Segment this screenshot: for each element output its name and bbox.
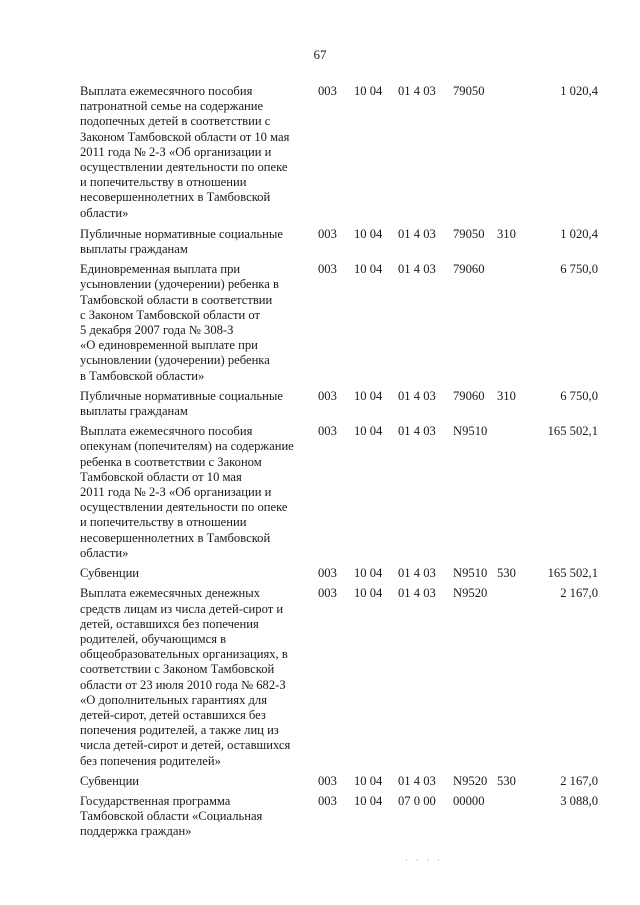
ministry-code: 003 — [318, 586, 337, 601]
scan-specks: · · · · — [405, 856, 443, 865]
expense-type-code: 530 — [497, 566, 516, 581]
row-description: Публичные нормативные социальные выплаты гражданам — [80, 388, 283, 419]
ministry-code: 003 — [318, 773, 337, 788]
direction-code: N9520 — [453, 773, 488, 788]
program-code: 01 4 03 — [398, 586, 436, 601]
amount: 1 020,4 — [560, 226, 598, 241]
amount: 165 502,1 — [547, 424, 598, 439]
section-code: 10 04 — [354, 424, 383, 439]
ministry-code: 003 — [318, 388, 337, 403]
amount: 1 020,4 — [560, 84, 598, 98]
ministry-code: 003 — [318, 793, 337, 808]
ministry-code: 003 — [318, 566, 337, 581]
table-row — [0, 227, 640, 257]
amount: 6 750,0 — [560, 262, 598, 277]
amount: 6 750,0 — [560, 388, 598, 403]
budget-table — [0, 84, 640, 845]
direction-code: N9510 — [453, 566, 488, 581]
direction-code: 79060 — [453, 388, 485, 403]
section-code: 10 04 — [354, 566, 383, 581]
row-description: Публичные нормативные социальные выплаты гражданам — [80, 226, 283, 257]
row-description: Субвенции — [80, 773, 140, 788]
direction-code: N9510 — [453, 424, 488, 439]
table-row — [0, 262, 640, 384]
direction-code: 79050 — [453, 226, 485, 241]
section-code: 10 04 — [354, 262, 383, 277]
direction-code: 00000 — [453, 793, 485, 808]
program-code: 01 4 03 — [398, 226, 436, 241]
ministry-code: 003 — [318, 262, 337, 277]
table-row — [0, 84, 640, 221]
table-row — [0, 424, 640, 561]
amount: 3 088,0 — [560, 793, 598, 808]
direction-code: 79060 — [453, 262, 485, 277]
section-code: 10 04 — [354, 388, 383, 403]
program-code: 01 4 03 — [398, 262, 436, 277]
section-code: 10 04 — [354, 586, 383, 601]
ministry-code: 003 — [318, 424, 337, 439]
table-row — [0, 774, 640, 789]
row-description: Выплата ежемесячных денежных средств лицам из числа детей-сирот и детей, оставшихся без попечения родителей, обучающимся в общеобразовательных организациях, в соответствии с Законом Тамбовской области от 23 июля 2010 года № 682-З «О дополнительных гарантиях для детей-сирот, детей оставшихся без попечения родителей, а также лиц из числа детей-сирот и детей, оставшихся без попечения родителей» — [80, 586, 291, 768]
table-row — [0, 389, 640, 419]
program-code: 01 4 03 — [398, 566, 436, 581]
program-code: 07 0 00 — [398, 793, 436, 808]
program-code: 01 4 03 — [398, 84, 436, 98]
row-description: Государственная программа Тамбовской области «Социальная поддержка граждан» — [80, 793, 263, 839]
table-row — [0, 566, 640, 581]
expense-type-code: 310 — [497, 388, 516, 403]
ministry-code: 003 — [318, 226, 337, 241]
ministry-code: 003 — [318, 84, 337, 98]
section-code: 10 04 — [354, 226, 383, 241]
expense-type-code: 530 — [497, 773, 516, 788]
page-number: 67 — [313, 47, 327, 62]
row-description: Выплата ежемесячного пособия патронатной семье на содержание подопечных детей в соответствии с Законом Тамбовской области от 10 мая 2011 года № 2-З «Об организации и осуществлении деятельности по опеке и попечительству в отношении несовершеннолетних в Тамбовской области» — [80, 84, 290, 220]
row-description: Единовременная выплата при усыновлении (удочерении) ребенка в Тамбовской области в соответствии с Законом Тамбовской области от 5 декабря 2007 года № 308-З «О единовременной выплате при усыновлении (удочерении) ребенка в Тамбовской области» — [80, 262, 279, 383]
amount: 165 502,1 — [547, 566, 598, 581]
table-row — [0, 794, 640, 840]
program-code: 01 4 03 — [398, 424, 436, 439]
program-code: 01 4 03 — [398, 773, 436, 788]
section-code: 10 04 — [354, 773, 383, 788]
row-description: Выплата ежемесячного пособия опекунам (попечителям) на содержание ребенка в соответствии с Законом Тамбовской области от 10 мая 2011 года № 2-З «Об организации и осуществлении деятельности по опеке и попечительству в отношении несовершеннолетних в Тамбовской области» — [80, 424, 294, 560]
table-row — [0, 586, 640, 768]
section-code: 10 04 — [354, 793, 383, 808]
amount: 2 167,0 — [560, 586, 598, 601]
amount: 2 167,0 — [560, 773, 598, 788]
expense-type-code: 310 — [497, 226, 516, 241]
direction-code: N9520 — [453, 586, 488, 601]
direction-code: 79050 — [453, 84, 485, 98]
row-description: Субвенции — [80, 566, 140, 581]
section-code: 10 04 — [354, 84, 383, 98]
program-code: 01 4 03 — [398, 388, 436, 403]
